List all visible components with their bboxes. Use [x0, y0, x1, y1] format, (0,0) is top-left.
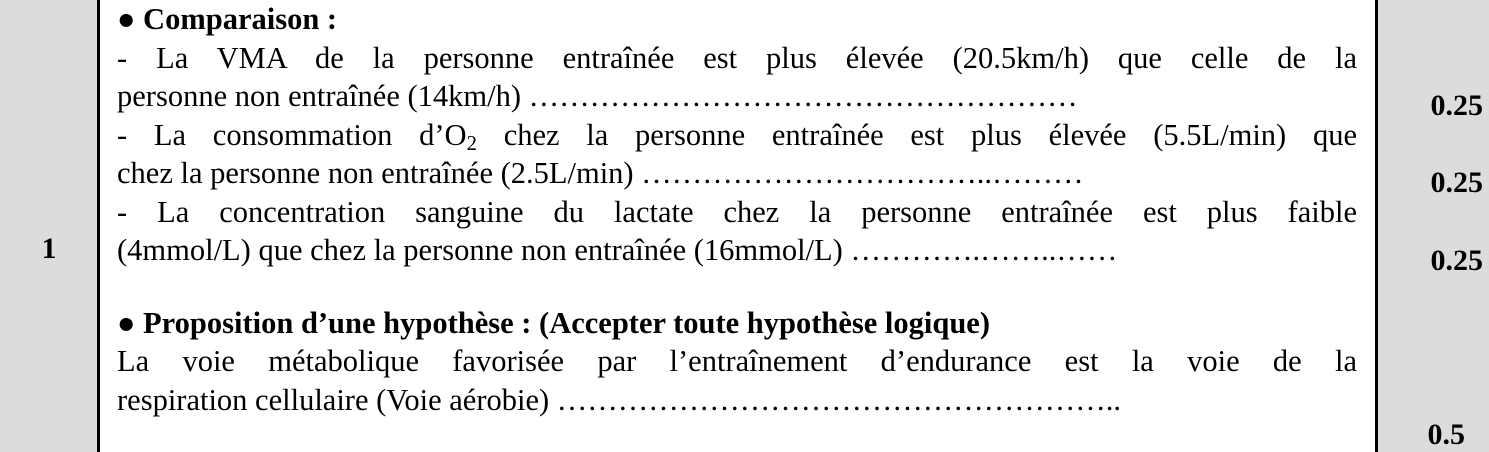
vma-line-2: personne non entraînée (14km/h) ……………………………………………… — [117, 79, 1078, 113]
hypothesis-line-2: respiration cellulaire (Voie aérobie) ……………………………………………….. — [117, 382, 1122, 417]
score-vma: 0.25 — [1430, 89, 1483, 122]
hypothesis-heading: ● Proposition d’une hypothèse : (Accepter toute hypothèse logique) — [117, 305, 990, 340]
answer-content — [117, 0, 1357, 419]
o2-line-2: chez la personne non entraînée (2.5L/min) ……………………………..……… — [117, 156, 1084, 190]
column-divider-left — [97, 0, 100, 452]
column-divider-right — [1375, 0, 1378, 452]
score-lactate: 0.25 — [1430, 244, 1483, 277]
o2-line-1-end: chez la personne entraînée est plus élevée (5.5L/min) que — [476, 117, 1357, 152]
o2-subscript: 2 — [466, 132, 477, 155]
score-column — [1376, 0, 1489, 452]
score-o2: 0.25 — [1430, 166, 1483, 199]
vma-line-1: - La VMA de la personne entraînée est plus élevée (20.5km/h) que celle de la — [117, 40, 1357, 75]
o2-line-1-start: - La consommation d’O — [117, 117, 467, 152]
score-hypothesis: 0.5 — [1427, 418, 1465, 451]
comparison-heading: ● Comparaison : — [117, 2, 338, 36]
lactate-line-1: - La concentration sanguine du lactate chez la personne entraînée est plus faible — [117, 194, 1357, 229]
lactate-line-2: (4mmol/L) que chez la personne non entraînée (16mmol/L) ………….……..…… — [117, 233, 1118, 267]
o2-line-1 — [117, 116, 1357, 155]
hypothesis-line-1: La voie métabolique favorisée par l’entraînement d’endurance est la voie de la — [117, 344, 1357, 378]
question-number: 1 — [41, 232, 57, 265]
question-number-column — [0, 0, 98, 452]
